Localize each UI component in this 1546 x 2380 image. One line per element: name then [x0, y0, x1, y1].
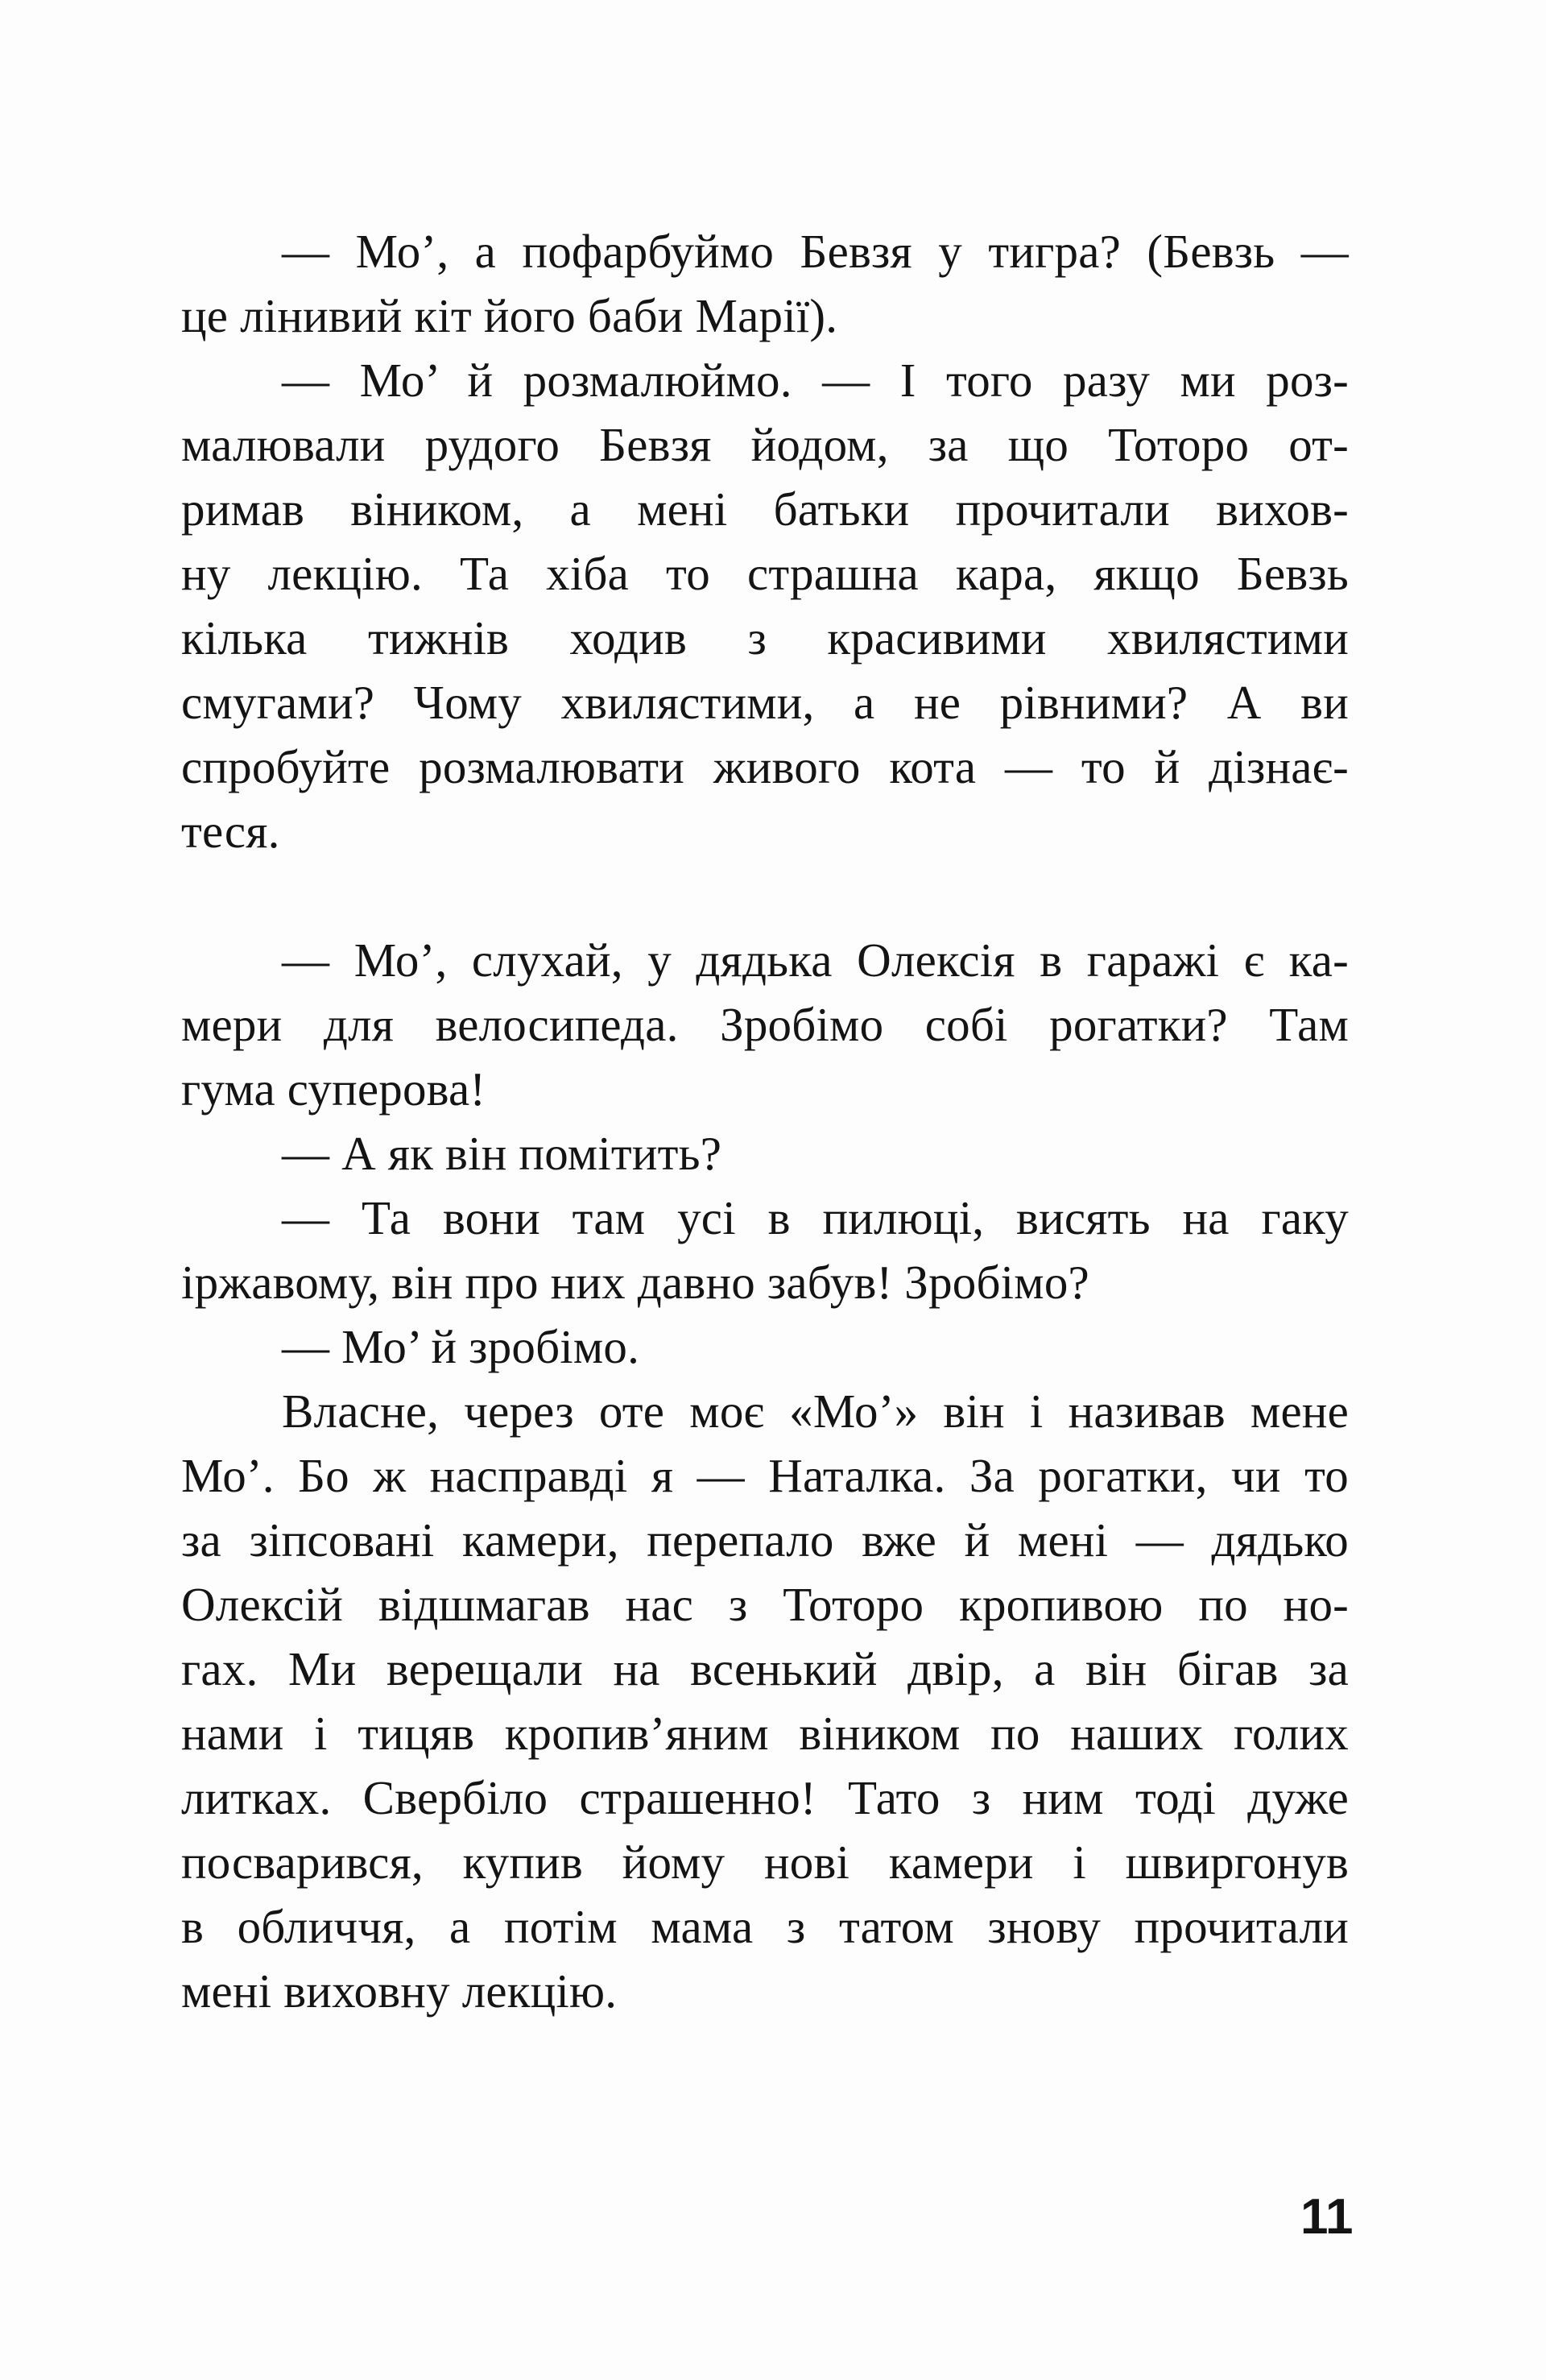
- paragraph: [181, 1379, 1349, 2023]
- text-line: Власне, через оте моє «Мо’» він і називав мене: [282, 1385, 1349, 1438]
- text-line: теся.: [181, 805, 280, 858]
- text-line: посварився, купив йому нові камери і швиргонув: [181, 1836, 1349, 1889]
- text-line: в обличчя, а потім мама з татом знову прочитали: [181, 1900, 1349, 1953]
- page-number: 11: [1300, 2189, 1354, 2245]
- paragraph: [181, 1121, 1349, 1186]
- text-line: Мо’. Бо ж насправді я — Наталка. За рогатки, чи то: [181, 1449, 1349, 1502]
- text-line: ну лекцію. Та хіба то страшна кара, якщо Бевзь: [181, 547, 1349, 600]
- text-line: — Мо’ й зробімо.: [282, 1320, 640, 1373]
- paragraph: [181, 1186, 1349, 1314]
- text-line: малювали рудого Бевзя йодом, за що Тоторо от-: [181, 418, 1349, 471]
- paragraph: [181, 348, 1349, 863]
- text-line: — Мо’, а пофарбуймо Бевзя у тигра? (Бевзь —: [282, 225, 1349, 278]
- text-line: нами і тицяв кропив’яним віником по наших голих: [181, 1707, 1349, 1760]
- text-line: — Та вони там усі в пилюці, висять на гаку: [282, 1191, 1349, 1244]
- paragraph: [181, 1314, 1349, 1379]
- text-line: — Мо’, слухай, у дядька Олексія в гаражі є ка-: [282, 933, 1349, 987]
- paragraph: [181, 928, 1349, 1121]
- text-line: — Мо’ й розмалюймо. — І того разу ми роз-: [282, 354, 1349, 407]
- paragraph: [181, 219, 1349, 348]
- text-line: гах. Ми верещали на всенький двір, а він бігав за: [181, 1642, 1349, 1695]
- text-line: за зіпсовані камери, перепало вже й мені — дядько: [181, 1513, 1349, 1567]
- text-line: іржавому, він про них давно забув! Зробімо?: [181, 1256, 1089, 1309]
- text-line: кілька тижнів ходив з красивими хвилястими: [181, 611, 1349, 664]
- body-text: [181, 219, 1349, 2023]
- text-line: смугами? Чому хвилястими, а не рівними? А ви: [181, 676, 1349, 729]
- text-line: гума суперова!: [181, 1062, 486, 1115]
- text-line: — А як він помітить?: [282, 1127, 722, 1180]
- text-line: римав віником, а мені батьки прочитали вихов-: [181, 482, 1349, 536]
- text-line: це лінивий кіт його баби Марії).: [181, 289, 838, 342]
- text-line: спробуйте розмалювати живого кота — то й дізнає-: [181, 740, 1349, 793]
- text-line: мери для велосипеда. Зробімо собі рогатки? Там: [181, 998, 1349, 1051]
- text-line: литках. Свербіло страшенно! Тато з ним тоді дуже: [181, 1771, 1349, 1824]
- text-line: мені виховну лекцію.: [181, 1964, 618, 2018]
- text-line: Олексій відшмагав нас з Тоторо кропивою по но-: [181, 1578, 1349, 1631]
